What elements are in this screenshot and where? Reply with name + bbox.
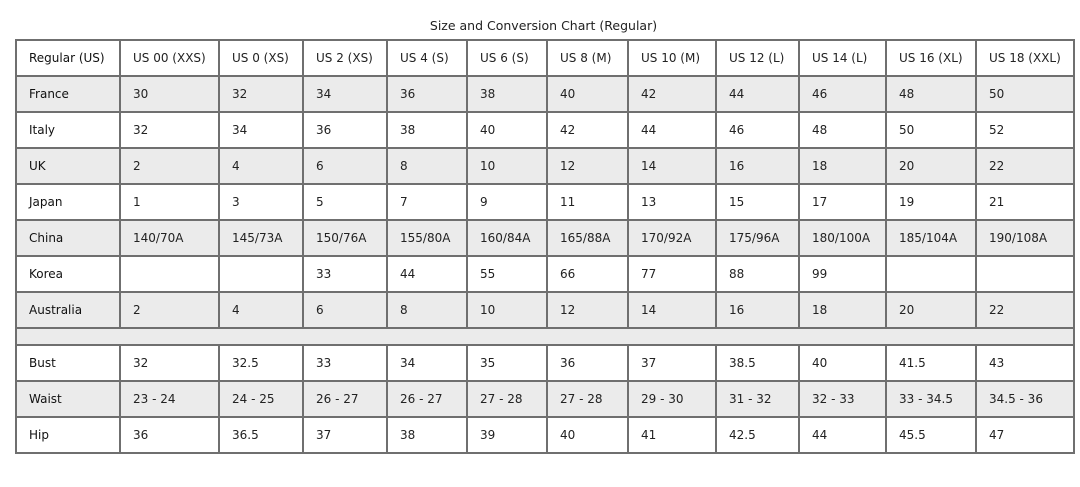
table-row — [16, 148, 1074, 184]
table-row — [16, 112, 1074, 148]
table-cell: 180/100A — [799, 220, 886, 256]
table-cell: 37 — [303, 417, 387, 453]
table-cell: 48 — [799, 112, 886, 148]
table-cell: 7 — [387, 184, 467, 220]
table-cell: 4 — [219, 292, 303, 328]
table-cell: 35 — [467, 345, 547, 381]
table-cell: 34 — [387, 345, 467, 381]
size-conversion-table — [15, 39, 1075, 454]
table-cell: 8 — [387, 292, 467, 328]
table-cell: 38 — [387, 417, 467, 453]
table-cell: 46 — [716, 112, 799, 148]
table-cell: 39 — [467, 417, 547, 453]
table-cell: 33 — [303, 345, 387, 381]
header-cell-size: US 2 (XS) — [303, 40, 387, 76]
table-cell: 165/88A — [547, 220, 628, 256]
table-cell: 16 — [716, 148, 799, 184]
table-cell: 36 — [303, 112, 387, 148]
table-cell: 15 — [716, 184, 799, 220]
table-cell: 52 — [976, 112, 1074, 148]
table-cell — [219, 256, 303, 292]
table-cell: 36 — [120, 417, 219, 453]
row-label: Italy — [16, 112, 120, 148]
table-cell: 34 — [303, 76, 387, 112]
header-cell-size: US 10 (M) — [628, 40, 716, 76]
table-row — [16, 417, 1074, 453]
table-cell: 34 — [219, 112, 303, 148]
table-row — [16, 220, 1074, 256]
header-cell-size: US 00 (XXS) — [120, 40, 219, 76]
table-cell: 24 - 25 — [219, 381, 303, 417]
table-cell: 9 — [467, 184, 547, 220]
table-cell: 155/80A — [387, 220, 467, 256]
table-cell: 32.5 — [219, 345, 303, 381]
table-cell: 36 — [547, 345, 628, 381]
table-cell: 27 - 28 — [467, 381, 547, 417]
table-cell: 41 — [628, 417, 716, 453]
table-cell: 99 — [799, 256, 886, 292]
table-cell — [976, 256, 1074, 292]
table-cell: 145/73A — [219, 220, 303, 256]
table-cell: 40 — [547, 76, 628, 112]
table-cell: 1 — [120, 184, 219, 220]
table-cell: 150/76A — [303, 220, 387, 256]
table-cell: 50 — [976, 76, 1074, 112]
chart-title: Size and Conversion Chart (Regular) — [429, 18, 658, 33]
table-cell: 48 — [886, 76, 976, 112]
table-cell: 190/108A — [976, 220, 1074, 256]
header-cell-size: US 14 (L) — [799, 40, 886, 76]
table-cell: 38 — [387, 112, 467, 148]
table-cell: 22 — [976, 292, 1074, 328]
table-cell: 50 — [886, 112, 976, 148]
table-row — [16, 256, 1074, 292]
row-label: China — [16, 220, 120, 256]
table-cell: 140/70A — [120, 220, 219, 256]
header-cell-size: US 0 (XS) — [219, 40, 303, 76]
table-cell: 10 — [467, 148, 547, 184]
table-row — [16, 76, 1074, 112]
table-cell: 6 — [303, 292, 387, 328]
table-cell: 14 — [628, 148, 716, 184]
table-cell: 27 - 28 — [547, 381, 628, 417]
table-cell: 31 - 32 — [716, 381, 799, 417]
table-cell: 13 — [628, 184, 716, 220]
table-cell: 33 — [303, 256, 387, 292]
table-cell: 5 — [303, 184, 387, 220]
table-cell — [886, 256, 976, 292]
table-cell: 26 - 27 — [387, 381, 467, 417]
table-cell: 47 — [976, 417, 1074, 453]
table-cell: 32 - 33 — [799, 381, 886, 417]
header-cell-size: US 4 (S) — [387, 40, 467, 76]
table-cell: 26 - 27 — [303, 381, 387, 417]
table-cell — [120, 256, 219, 292]
header-cell-size: US 8 (M) — [547, 40, 628, 76]
table-cell: 38 — [467, 76, 547, 112]
table-row — [16, 345, 1074, 381]
table-cell: 42 — [628, 76, 716, 112]
spacer-cell — [16, 328, 1074, 345]
row-label: UK — [16, 148, 120, 184]
table-cell: 12 — [547, 148, 628, 184]
row-label: France — [16, 76, 120, 112]
table-cell: 40 — [799, 345, 886, 381]
table-cell: 2 — [120, 148, 219, 184]
table-cell: 44 — [387, 256, 467, 292]
row-label: Japan — [16, 184, 120, 220]
row-label: Hip — [16, 417, 120, 453]
table-cell: 33 - 34.5 — [886, 381, 976, 417]
table-cell: 42 — [547, 112, 628, 148]
header-cell-size: US 6 (S) — [467, 40, 547, 76]
table-cell: 36.5 — [219, 417, 303, 453]
table-cell: 45.5 — [886, 417, 976, 453]
table-cell: 185/104A — [886, 220, 976, 256]
table-cell: 88 — [716, 256, 799, 292]
header-cell-size: US 12 (L) — [716, 40, 799, 76]
table-cell: 22 — [976, 148, 1074, 184]
table-cell: 40 — [467, 112, 547, 148]
table-cell: 10 — [467, 292, 547, 328]
table-row — [16, 381, 1074, 417]
table-cell: 44 — [716, 76, 799, 112]
table-cell: 8 — [387, 148, 467, 184]
spacer-row — [16, 328, 1074, 345]
table-cell: 40 — [547, 417, 628, 453]
table-cell: 14 — [628, 292, 716, 328]
table-cell: 30 — [120, 76, 219, 112]
table-cell: 32 — [120, 112, 219, 148]
row-label: Korea — [16, 256, 120, 292]
table-cell: 44 — [799, 417, 886, 453]
table-cell: 44 — [628, 112, 716, 148]
row-label: Australia — [16, 292, 120, 328]
table-cell: 4 — [219, 148, 303, 184]
table-cell: 12 — [547, 292, 628, 328]
table-cell: 2 — [120, 292, 219, 328]
table-cell: 16 — [716, 292, 799, 328]
table-cell: 19 — [886, 184, 976, 220]
table-row — [16, 184, 1074, 220]
table-cell: 38.5 — [716, 345, 799, 381]
table-cell: 17 — [799, 184, 886, 220]
table-cell: 46 — [799, 76, 886, 112]
table-cell: 23 - 24 — [120, 381, 219, 417]
row-label: Bust — [16, 345, 120, 381]
header-cell-size: US 16 (XL) — [886, 40, 976, 76]
table-cell: 42.5 — [716, 417, 799, 453]
header-cell-size: US 18 (XXL) — [976, 40, 1074, 76]
table-cell: 175/96A — [716, 220, 799, 256]
table-cell: 3 — [219, 184, 303, 220]
table-cell: 32 — [219, 76, 303, 112]
table-cell: 37 — [628, 345, 716, 381]
table-row — [16, 292, 1074, 328]
table-cell: 55 — [467, 256, 547, 292]
table-cell: 34.5 - 36 — [976, 381, 1074, 417]
table-cell: 11 — [547, 184, 628, 220]
header-cell-region: Regular (US) — [16, 40, 120, 76]
table-cell: 170/92A — [628, 220, 716, 256]
table-cell: 160/84A — [467, 220, 547, 256]
table-cell: 66 — [547, 256, 628, 292]
table-cell: 20 — [886, 148, 976, 184]
table-cell: 21 — [976, 184, 1074, 220]
table-cell: 41.5 — [886, 345, 976, 381]
row-label: Waist — [16, 381, 120, 417]
table-cell: 32 — [120, 345, 219, 381]
table-cell: 18 — [799, 148, 886, 184]
table-cell: 36 — [387, 76, 467, 112]
table-cell: 43 — [976, 345, 1074, 381]
table-cell: 18 — [799, 292, 886, 328]
table-cell: 6 — [303, 148, 387, 184]
table-cell: 29 - 30 — [628, 381, 716, 417]
header-row — [16, 40, 1074, 76]
table-cell: 20 — [886, 292, 976, 328]
table-cell: 77 — [628, 256, 716, 292]
